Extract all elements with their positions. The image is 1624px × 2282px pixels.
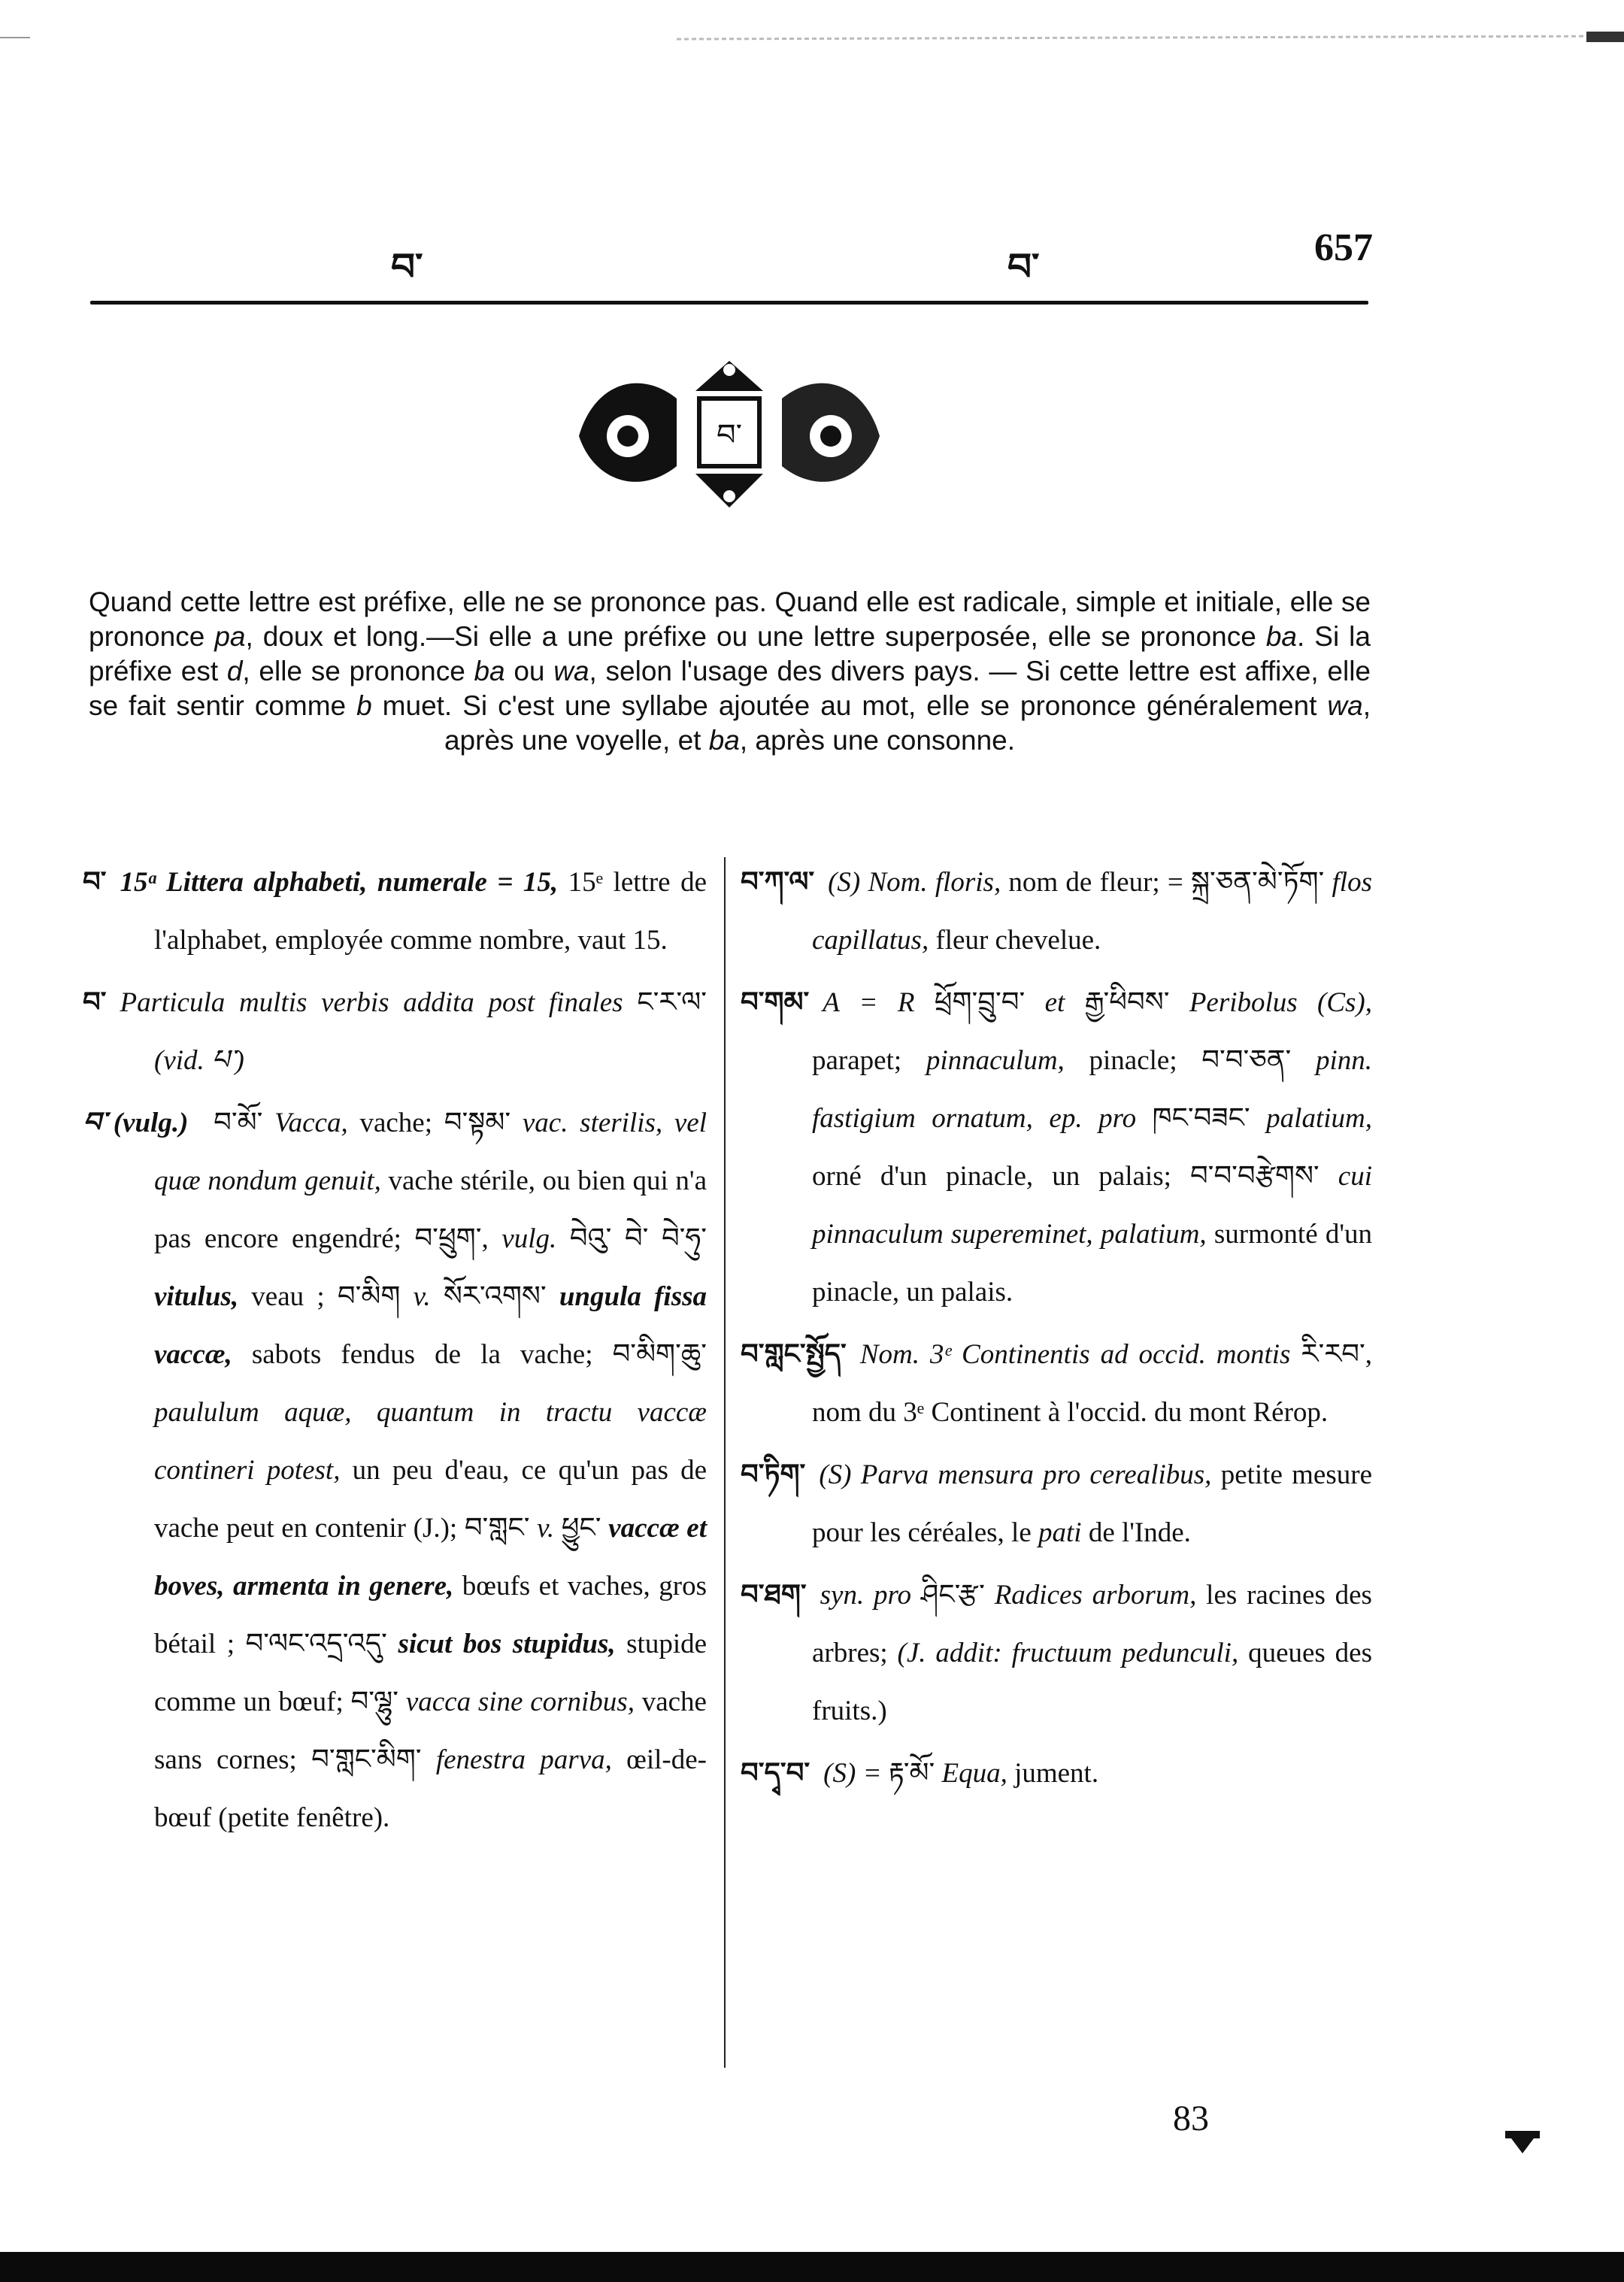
dictionary-entry: བ་ཀ་ལ་ (S) Nom. floris, nom de fleur; = སྐྲ་ཅན་མེ་ཏོག་ flos capillatus, fleur chevelue. (741, 853, 1372, 969)
entry-headword: བ་ཐག་ (741, 1580, 807, 1611)
intro-paragraph: Quand cette lettre est préfixe, elle ne se prononce pas. Quand elle est radicale, simple et initiale, elle se prononce pa, doux et long.—Si elle a une préfixe ou une lettre superposée, elle se prononce ba. Si la préfixe est d, elle se prononce ba ou wa, selon l'usage des divers pays. — Si cette lettre est affixe, elle se fait sentir comme b muet. Si c'est une syllabe ajoutée au mot, elle se prononce généralement wa, après une voyelle, et ba, après une consonne. (89, 586, 1371, 756)
entry-headword: བ་ (vulg.) (83, 1108, 189, 1138)
printer-mark-icon (1504, 2128, 1541, 2158)
right-column (741, 853, 1372, 1807)
entry-headword: བ་ (83, 987, 107, 1018)
entry-headword: བ་དྭ་བ་ (741, 1758, 810, 1789)
dictionary-entry: བ་ཐག་ syn. pro ཤིང་རྩ་ Radices arborum, les racines des arbres; (J. addit: fructuum pedunculi, queues des fruits.) (741, 1566, 1372, 1740)
ornament-glyph: བ་ (716, 418, 743, 453)
column-divider (724, 857, 726, 2068)
dictionary-entry: བ་གླང་སྤྱོད་ Nom. 3ᵉ Continentis ad occid. montis རི་རབ་, nom du 3ᵉ Continent à l'occid. du mont Rérop. (741, 1326, 1372, 1441)
dictionary-entry: བ་ Particula multis verbis addita post finales ང་ར་ལ་ (vid. པ་) (83, 974, 707, 1089)
scan-bottom-edge (0, 2252, 1624, 2282)
entry-headword: བ་ཏིག་ (741, 1459, 806, 1490)
running-head-center: བ་ (1007, 244, 1040, 289)
dictionary-entry: བ་ཏིག་ (S) Parva mensura pro cerealibus, petite mesure pour les céréales, le pati de l'Inde. (741, 1446, 1372, 1562)
entry-headword: བ་གླང་སྤྱོད་ (741, 1339, 847, 1370)
dictionary-entry: བ་གམ་ A = R ཕྲོག་བྲུ་བ་ et རྒྱ་ཕིབས་ Peribolus (Cs), parapet; pinnaculum, pinacle; བ་བ་ཅན་ pinn. fastigium ornatum, ep. pro ཁང་བཟང་ palatium, orné d'un pinacle, un palais; བ་བ་བརྩེགས་ cui pinnaculum supereminet, palatium, surmonté d'un pinacle, un palais. (741, 974, 1372, 1321)
decorative-ornament (564, 353, 895, 519)
scan-edge-noise (0, 30, 1624, 47)
left-column (83, 853, 707, 1851)
signature-number: 83 (1173, 2099, 1209, 2138)
header-rule (90, 301, 1368, 305)
entry-headword: བ་ (83, 867, 107, 898)
entry-headword: བ་ཀ་ལ་ (741, 867, 815, 898)
dictionary-entry: བ་དྭ་བ་ (S) = རྟ་མོ་ Equa, jument. (741, 1744, 1372, 1802)
dictionary-entry: བ་ (vulg.) བ་མོ་ Vacca, vache; བ་སྟམ་ vac. sterilis, vel quæ nondum genuit, vache stérile, ou bien qui n'a pas encore engendré; བ་ཕྲུག་, vulg. བེའུ་ བེ་ བེ་ཧུ་ vitulus, veau ; བ་མིག v. སོར་འགས་ ungula fissa vaccæ, sabots fendus de la vache; བ་མིག་ཆུ་ paululum aquæ, quantum in tractu vaccæ contineri potest, un peu d'eau, ce qu'un pas de vache peut en contenir (J.); བ་གླང་ v. ཕྱུང་ vaccæ et boves, armenta in genere, bœufs et vaches, gros bétail ; བ་ལང་འདྲ་འདུ་ sicut bos stupidus, stupide comme un bœuf; བ་ལྷུ་ vacca sine cornibus, vache sans cornes; བ་གླང་མིག་ fenestra parva, œil-de-bœuf (petite fenêtre). (83, 1094, 707, 1847)
dictionary-entry: བ་ 15ᵃ Littera alphabeti, numerale = 15, 15ᵉ lettre de l'alphabet, employée comme nombre, vaut 15. (83, 853, 707, 969)
page-number: 657 (1314, 226, 1373, 269)
entry-headword: བ་གམ་ (741, 987, 810, 1018)
running-head-left: བ་ (391, 244, 423, 289)
